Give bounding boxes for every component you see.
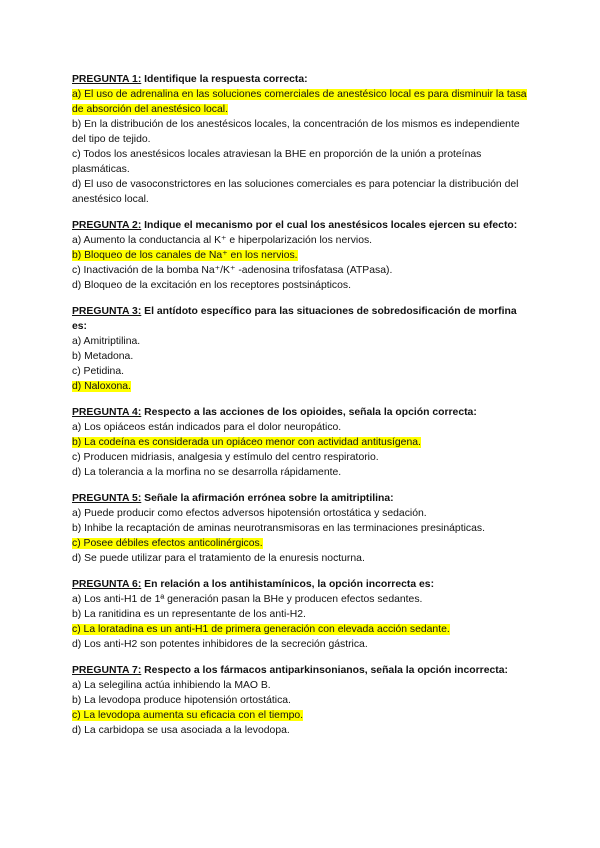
question-label: PREGUNTA 7: <box>72 665 142 676</box>
option-c-correct <box>72 708 532 723</box>
question-5 <box>72 491 532 566</box>
option-c <box>72 263 532 278</box>
option-text: b) Metadona. <box>72 351 134 362</box>
option-a <box>72 678 532 693</box>
option-text: d) La carbidopa se usa asociada a la levodopa. <box>72 725 290 736</box>
option-d <box>72 637 532 652</box>
option-text: b) La codeína es considerada un opiáceo menor con actividad antitusígena. <box>72 437 421 448</box>
question-label: PREGUNTA 3: <box>72 306 142 317</box>
question-label: PREGUNTA 6: <box>72 579 142 590</box>
option-d <box>72 465 532 480</box>
question-3-title <box>72 304 532 334</box>
option-text: d) El uso de vasoconstrictores en las soluciones comerciales es para potenciar la distribución del anestésico local. <box>72 179 519 205</box>
question-prompt: Respecto a los fármacos antiparkinsonianos, señala la opción incorrecta: <box>141 665 508 676</box>
option-text: a) Los opiáceos están indicados para el dolor neuropático. <box>72 422 342 433</box>
question-4-title <box>72 405 532 420</box>
option-b <box>72 117 532 147</box>
question-3 <box>72 304 532 394</box>
option-a <box>72 233 532 248</box>
option-a <box>72 334 532 349</box>
option-d <box>72 177 532 207</box>
question-prompt: El antídoto específico para las situaciones de sobredosificación de morfina es: <box>72 306 517 332</box>
option-c <box>72 147 532 177</box>
option-d-correct <box>72 379 532 394</box>
option-b <box>72 607 532 622</box>
question-6 <box>72 577 532 652</box>
question-6-title <box>72 577 532 592</box>
option-text: a) Puede producir como efectos adversos hipotensión ortostática y sedación. <box>72 508 427 519</box>
question-label: PREGUNTA 5: <box>72 493 142 504</box>
option-b-correct <box>72 248 532 263</box>
option-text: c) Inactivación de la bomba Na⁺/K⁺ -adenosina trifosfatasa (ATPasa). <box>72 265 393 276</box>
option-text: c) Posee débiles efectos anticolinérgicos. <box>72 538 263 549</box>
option-c-correct <box>72 622 532 637</box>
option-text: c) Producen midriasis, analgesia y estímulo del centro respiratorio. <box>72 452 379 463</box>
option-b <box>72 521 532 536</box>
option-a <box>72 592 532 607</box>
option-d <box>72 278 532 293</box>
option-text: b) La ranitidina es un representante de los anti-H2. <box>72 609 306 620</box>
option-text: a) El uso de adrenalina en las soluciones comerciales de anestésico local es para disminuir la tasa de absorción del anestésico local. <box>72 89 527 115</box>
option-text: c) La loratadina es un anti-H1 de primera generación con elevada acción sedante. <box>72 624 450 635</box>
option-text: b) Bloqueo de los canales de Na⁺ en los nervios. <box>72 250 298 261</box>
option-text: c) La levodopa aumenta su eficacia con el tiempo. <box>72 710 304 721</box>
question-label: PREGUNTA 4: <box>72 407 142 418</box>
option-b <box>72 349 532 364</box>
question-label: PREGUNTA 1: <box>72 74 142 85</box>
question-4 <box>72 405 532 480</box>
option-text: a) Amitriptilina. <box>72 336 141 347</box>
option-text: a) Aumento la conductancia al K⁺ e hiperpolarización los nervios. <box>72 235 373 246</box>
option-text: c) Petidina. <box>72 366 124 377</box>
question-7 <box>72 663 532 738</box>
option-d <box>72 551 532 566</box>
option-d <box>72 723 532 738</box>
question-prompt: Identifique la respuesta correcta: <box>141 74 308 85</box>
option-text: d) Los anti-H2 son potentes inhibidores de la secreción gástrica. <box>72 639 368 650</box>
option-a <box>72 420 532 435</box>
document-page <box>72 72 532 749</box>
question-prompt: Señale la afirmación errónea sobre la amitriptilina: <box>141 493 394 504</box>
option-c-correct <box>72 536 532 551</box>
option-c <box>72 450 532 465</box>
option-text: d) Bloqueo de la excitación en los receptores postsinápticos. <box>72 280 351 291</box>
option-text: a) La selegilina actúa inhibiendo la MAO B. <box>72 680 271 691</box>
option-text: b) Inhibe la recaptación de aminas neurotransmisoras en las terminaciones presinápticas. <box>72 523 485 534</box>
option-b <box>72 693 532 708</box>
option-text: a) Los anti-H1 de 1ª generación pasan la BHe y producen efectos sedantes. <box>72 594 423 605</box>
question-2-title <box>72 218 532 233</box>
question-prompt: Respecto a las acciones de los opioides, señala la opción correcta: <box>141 407 477 418</box>
option-b-correct <box>72 435 532 450</box>
question-prompt: Indique el mecanismo por el cual los anestésicos locales ejercen su efecto: <box>141 220 518 231</box>
question-1-title <box>72 72 532 87</box>
option-a <box>72 506 532 521</box>
question-7-title <box>72 663 532 678</box>
option-a-correct <box>72 87 532 117</box>
option-text: d) Se puede utilizar para el tratamiento de la enuresis nocturna. <box>72 553 365 564</box>
option-text: b) La levodopa produce hipotensión ortostática. <box>72 695 291 706</box>
question-prompt: En relación a los antihistamínicos, la opción incorrecta es: <box>141 579 435 590</box>
option-text: c) Todos los anestésicos locales atraviesan la BHE en proporción de la unión a proteínas plasmáticas. <box>72 149 482 175</box>
question-2 <box>72 218 532 293</box>
option-text: d) Naloxona. <box>72 381 131 392</box>
option-text: d) La tolerancia a la morfina no se desarrolla rápidamente. <box>72 467 342 478</box>
option-text: b) En la distribución de los anestésicos locales, la concentración de los mismos es independiente del tipo de tejido. <box>72 119 520 145</box>
question-1 <box>72 72 532 207</box>
question-5-title <box>72 491 532 506</box>
question-label: PREGUNTA 2: <box>72 220 142 231</box>
option-c <box>72 364 532 379</box>
